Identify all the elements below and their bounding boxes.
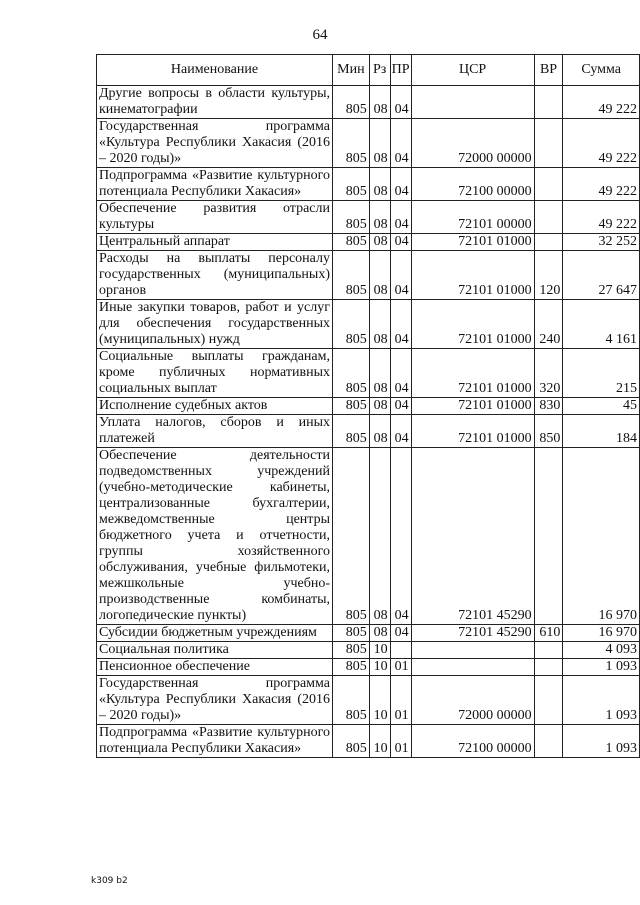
cell-sum: 27 647 [563, 251, 640, 300]
table-row [97, 168, 640, 201]
cell-min: 805 [333, 86, 370, 119]
page-number: 64 [312, 27, 328, 43]
table-body [97, 86, 640, 758]
cell-rz: 08 [369, 168, 390, 201]
cell-pr: 04 [390, 398, 411, 415]
cell-csr: 72101 45290 [411, 448, 534, 625]
cell-vr [534, 659, 563, 676]
cell-min: 805 [333, 448, 370, 625]
cell-rz: 10 [369, 725, 390, 758]
cell-name: Социальные выплаты гражданам, кроме публичных нормативных социальных выплат [97, 349, 333, 398]
cell-min: 805 [333, 398, 370, 415]
cell-vr: 610 [534, 625, 563, 642]
cell-vr: 320 [534, 349, 563, 398]
table-row [97, 201, 640, 234]
cell-sum: 1 093 [563, 725, 640, 758]
cell-sum: 45 [563, 398, 640, 415]
cell-csr [411, 659, 534, 676]
cell-pr: 04 [390, 168, 411, 201]
cell-name: Другие вопросы в области культуры, кинематографии [97, 86, 333, 119]
header-rz: Рз [369, 55, 390, 86]
header-sum: Сумма [563, 55, 640, 86]
cell-vr [534, 642, 563, 659]
cell-csr: 72101 45290 [411, 625, 534, 642]
table-row [97, 642, 640, 659]
table-row [97, 119, 640, 168]
cell-name: Пенсионное обеспечение [97, 659, 333, 676]
cell-sum: 16 970 [563, 625, 640, 642]
cell-min: 805 [333, 119, 370, 168]
cell-pr: 04 [390, 349, 411, 398]
cell-pr: 04 [390, 415, 411, 448]
cell-rz: 10 [369, 676, 390, 725]
cell-pr: 04 [390, 201, 411, 234]
cell-vr [534, 168, 563, 201]
cell-rz: 10 [369, 642, 390, 659]
cell-name: Иные закупки товаров, работ и услуг для обеспечения государственных (муниципальных) нужд [97, 300, 333, 349]
cell-rz: 08 [369, 201, 390, 234]
cell-sum: 32 252 [563, 234, 640, 251]
cell-min: 805 [333, 625, 370, 642]
cell-csr: 72101 01000 [411, 300, 534, 349]
cell-rz: 08 [369, 625, 390, 642]
cell-rz: 08 [369, 415, 390, 448]
cell-min: 805 [333, 234, 370, 251]
cell-pr: 04 [390, 86, 411, 119]
cell-csr: 72000 00000 [411, 676, 534, 725]
cell-min: 805 [333, 725, 370, 758]
cell-rz: 10 [369, 659, 390, 676]
cell-pr: 01 [390, 676, 411, 725]
table-row [97, 398, 640, 415]
cell-sum: 49 222 [563, 119, 640, 168]
table-row [97, 625, 640, 642]
cell-csr: 72100 00000 [411, 168, 534, 201]
cell-min: 805 [333, 659, 370, 676]
budget-table [96, 54, 640, 758]
cell-rz: 08 [369, 398, 390, 415]
table-row [97, 415, 640, 448]
cell-name: Государственная программа «Культура Республики Хакасия (2016 – 2020 годы)» [97, 676, 333, 725]
cell-name: Подпрограмма «Развитие культурного потенциала Республики Хакасия» [97, 725, 333, 758]
cell-min: 805 [333, 201, 370, 234]
table-row [97, 234, 640, 251]
cell-rz: 08 [369, 86, 390, 119]
cell-vr [534, 119, 563, 168]
cell-csr: 72101 01000 [411, 234, 534, 251]
cell-pr: 01 [390, 725, 411, 758]
cell-min: 805 [333, 168, 370, 201]
table-row [97, 86, 640, 119]
cell-pr: 04 [390, 300, 411, 349]
cell-sum: 4 093 [563, 642, 640, 659]
cell-sum: 4 161 [563, 300, 640, 349]
cell-sum: 49 222 [563, 86, 640, 119]
cell-sum: 49 222 [563, 168, 640, 201]
cell-vr [534, 725, 563, 758]
cell-sum: 1 093 [563, 676, 640, 725]
cell-min: 805 [333, 349, 370, 398]
cell-vr: 120 [534, 251, 563, 300]
table-row [97, 725, 640, 758]
table-row [97, 676, 640, 725]
cell-min: 805 [333, 415, 370, 448]
cell-pr: 04 [390, 119, 411, 168]
cell-sum: 184 [563, 415, 640, 448]
cell-rz: 08 [369, 448, 390, 625]
cell-rz: 08 [369, 119, 390, 168]
table-row [97, 349, 640, 398]
cell-name: Субсидии бюджетным учреждениям [97, 625, 333, 642]
cell-vr: 830 [534, 398, 563, 415]
header-name: Наименование [97, 55, 333, 86]
cell-vr: 240 [534, 300, 563, 349]
header-min: Мин [333, 55, 370, 86]
cell-min: 805 [333, 300, 370, 349]
cell-vr [534, 234, 563, 251]
cell-name: Центральный аппарат [97, 234, 333, 251]
cell-name: Уплата налогов, сборов и иных платежей [97, 415, 333, 448]
cell-csr: 72000 00000 [411, 119, 534, 168]
cell-csr: 72101 01000 [411, 398, 534, 415]
cell-sum: 1 093 [563, 659, 640, 676]
cell-vr [534, 201, 563, 234]
cell-rz: 08 [369, 349, 390, 398]
table-header-row [97, 55, 640, 86]
table-row [97, 300, 640, 349]
cell-pr: 04 [390, 251, 411, 300]
header-pr: ПР [390, 55, 411, 86]
table-row [97, 251, 640, 300]
cell-csr: 72100 00000 [411, 725, 534, 758]
cell-sum: 49 222 [563, 201, 640, 234]
cell-rz: 08 [369, 234, 390, 251]
cell-name: Государственная программа «Культура Республики Хакасия (2016 – 2020 годы)» [97, 119, 333, 168]
cell-name: Обеспечение деятельности подведомственных учреждений (учебно-методические кабинеты, централизованные бухгалтерии, межведомственные центры бюджетного учета и отчетности, группы хозяйственного обслуживания, учебные фильмотеки, межшкольные учебно-производственные комбинаты, логопедические пункты) [97, 448, 333, 625]
cell-min: 805 [333, 642, 370, 659]
cell-pr [390, 642, 411, 659]
footer-code: k309 b2 [91, 876, 128, 886]
header-csr: ЦСР [411, 55, 534, 86]
cell-vr [534, 676, 563, 725]
cell-pr: 04 [390, 625, 411, 642]
cell-vr [534, 86, 563, 119]
cell-min: 805 [333, 251, 370, 300]
header-vr: ВР [534, 55, 563, 86]
cell-vr [534, 448, 563, 625]
cell-csr: 72101 00000 [411, 201, 534, 234]
cell-csr: 72101 01000 [411, 251, 534, 300]
cell-name: Социальная политика [97, 642, 333, 659]
cell-vr: 850 [534, 415, 563, 448]
cell-csr: 72101 01000 [411, 415, 534, 448]
cell-name: Подпрограмма «Развитие культурного потенциала Республики Хакасия» [97, 168, 333, 201]
cell-name: Исполнение судебных актов [97, 398, 333, 415]
cell-pr: 04 [390, 448, 411, 625]
table-row [97, 448, 640, 625]
cell-csr [411, 86, 534, 119]
cell-sum: 16 970 [563, 448, 640, 625]
cell-name: Расходы на выплаты персоналу государственных (муниципальных) органов [97, 251, 333, 300]
cell-csr [411, 642, 534, 659]
cell-pr: 04 [390, 234, 411, 251]
cell-rz: 08 [369, 300, 390, 349]
cell-name: Обеспечение развития отрасли культуры [97, 201, 333, 234]
cell-sum: 215 [563, 349, 640, 398]
cell-pr: 01 [390, 659, 411, 676]
table-row [97, 659, 640, 676]
cell-csr: 72101 01000 [411, 349, 534, 398]
cell-min: 805 [333, 676, 370, 725]
cell-rz: 08 [369, 251, 390, 300]
